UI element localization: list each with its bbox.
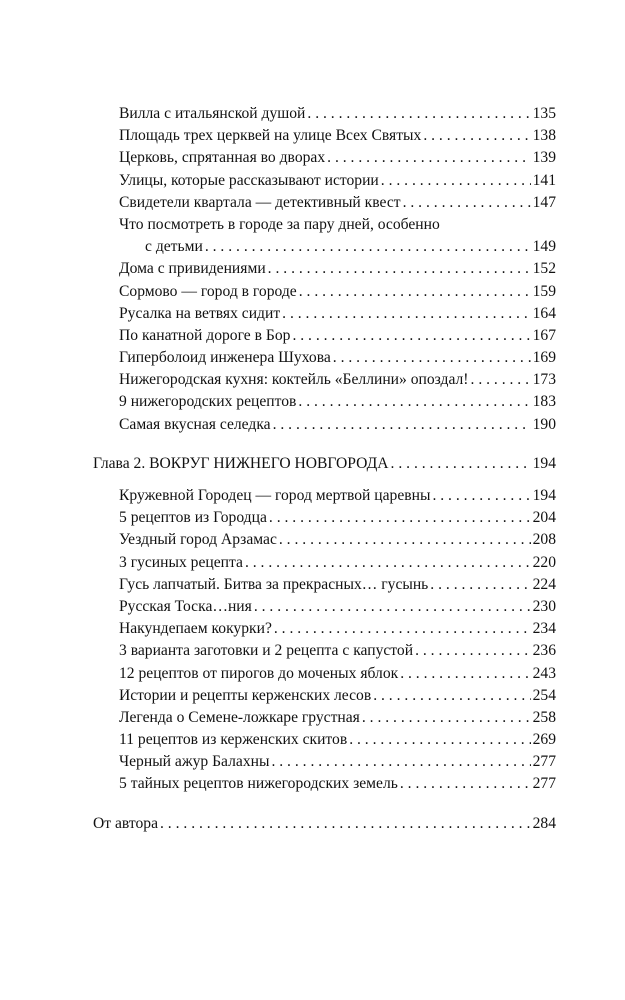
dot-leader <box>299 281 531 303</box>
dot-leader <box>415 640 531 662</box>
toc-chapter-heading <box>93 453 556 475</box>
toc-entry-page: 173 <box>532 371 556 389</box>
toc-chapter-heading <box>93 813 556 835</box>
dot-leader <box>432 485 530 507</box>
toc-entry-page: 138 <box>532 127 556 145</box>
dot-leader <box>274 618 531 640</box>
dot-leader <box>423 125 530 147</box>
toc-entry-page: 190 <box>532 415 556 433</box>
toc-entry <box>119 281 556 303</box>
toc-entry-title: Сормово — город в городе <box>119 282 297 300</box>
toc-entry-page: 243 <box>532 664 556 682</box>
toc-entry-page: 208 <box>532 531 556 549</box>
toc-entry-title: 12 рецептов от пирогов до моченых яблок <box>119 664 399 682</box>
toc-entry <box>119 574 556 596</box>
dot-leader <box>160 813 531 835</box>
dot-leader <box>400 663 530 685</box>
toc-chapter-title: Глава 2. ВОКРУГ НИЖНЕГО НОВГОРОДА <box>93 454 389 472</box>
toc-entry-page: 147 <box>532 193 556 211</box>
toc-entry-title: Гусь лапчатый. Битва за прекрасных… гусынь <box>119 575 429 593</box>
toc-chapter-title: От автора <box>93 814 158 832</box>
toc-entry <box>119 369 556 391</box>
toc-entry-title: Черный ажур Балахны <box>119 753 270 771</box>
dot-leader <box>273 414 531 436</box>
dot-leader <box>333 347 531 369</box>
dot-leader <box>254 596 531 618</box>
toc-entry-page: 135 <box>532 105 556 122</box>
toc-entry <box>119 391 556 413</box>
toc-entry-title: Накундепаем кокурки? <box>119 620 272 638</box>
toc-entry-first-line <box>119 214 556 236</box>
dot-leader <box>362 707 531 729</box>
toc-entry-page: 183 <box>532 393 556 411</box>
dot-leader <box>349 729 530 751</box>
toc-entry <box>119 125 556 147</box>
toc-entry <box>119 147 556 169</box>
dot-leader <box>282 303 530 325</box>
toc-entry-page: 139 <box>532 149 556 167</box>
toc-entry-title: Что посмотреть в городе за пару дней, особенно <box>119 215 440 233</box>
toc-entry <box>119 507 556 529</box>
toc-entry-page: 269 <box>532 731 556 749</box>
toc-entry-title: Русалка на ветвях сидит <box>119 304 281 322</box>
toc-entry-title: 9 нижегородских рецептов <box>119 393 297 411</box>
toc-entry-title: 3 варианта заготовки и 2 рецепта с капустой <box>119 642 414 660</box>
dot-leader <box>279 529 531 551</box>
toc-entry <box>119 707 556 729</box>
toc-entry-page: 169 <box>532 349 556 367</box>
toc-entry-title: Кружевной Городец — город мертвой царевны <box>119 487 431 504</box>
toc-entry <box>119 170 556 192</box>
toc-entry <box>119 103 556 125</box>
toc-entry-title: Площадь трех церквей на улице Всех Святых <box>119 127 422 145</box>
toc-entry <box>119 414 556 436</box>
toc-entry <box>119 596 556 618</box>
toc-entry <box>119 729 556 751</box>
toc-entry <box>119 618 556 640</box>
toc-entry-page: 167 <box>532 326 556 344</box>
toc-entry-title: Церковь, спрятанная во дворах <box>119 149 326 167</box>
toc-entry-page: 204 <box>532 509 556 527</box>
toc-entry-continuation <box>145 236 556 258</box>
toc-entry-page: 220 <box>532 553 556 571</box>
toc-entry-title: Улицы, которые рассказывают истории <box>119 171 379 189</box>
toc-entry-page: 159 <box>532 282 556 300</box>
toc-entry <box>119 192 556 214</box>
toc-entry-title: Вилла с итальянской душой <box>119 105 306 122</box>
toc-entry-page: 277 <box>532 775 556 793</box>
toc-entry-page: 149 <box>532 238 556 256</box>
toc-entry-title: 3 гусиных рецепта <box>119 553 243 571</box>
toc-entry-title: Дома с привидениями <box>119 260 266 278</box>
toc-entry-page: 254 <box>532 686 556 704</box>
toc-entry <box>119 552 556 574</box>
toc-entry-page: 164 <box>532 304 556 322</box>
toc-entry-title: Нижегородская кухня: коктейль «Беллини» опоздал! <box>119 371 469 389</box>
toc-entry-title: Самая вкусная селедка <box>119 415 271 433</box>
toc-entry-title: с детьми <box>145 238 203 256</box>
toc-entry <box>119 303 556 325</box>
dot-leader <box>245 552 531 574</box>
dot-leader <box>381 170 531 192</box>
dot-leader <box>205 236 531 258</box>
section-gap <box>0 796 625 813</box>
toc-entry-page: 194 <box>532 487 556 504</box>
toc-entry-page: 258 <box>532 708 556 726</box>
toc-entry <box>119 325 556 347</box>
dot-leader <box>373 685 530 707</box>
toc-entry-page: 230 <box>532 597 556 615</box>
toc-entry-title: Легенда о Семене-ложкаре грустная <box>119 708 360 726</box>
toc-entry <box>119 663 556 685</box>
toc-entry-title: Гиперболоид инженера Шухова <box>119 349 331 367</box>
dot-leader <box>403 192 531 214</box>
toc-entry-title: Русская Тоска…ния <box>119 597 252 615</box>
toc-entry-title: 5 рецептов из Городца <box>119 509 267 527</box>
toc-entry <box>119 685 556 707</box>
dot-leader <box>430 574 530 596</box>
toc-entry-page: 152 <box>532 260 556 278</box>
toc-entry <box>119 347 556 369</box>
toc-entry-title: Свидетели квартала — детективный квест <box>119 193 401 211</box>
toc-entry-page: 141 <box>532 171 556 189</box>
toc-chapter-page: 194 <box>532 454 556 472</box>
toc-entry-title: Уездный город Арзамас <box>119 531 277 549</box>
toc-entry-page: 277 <box>532 753 556 771</box>
dot-leader <box>471 369 531 391</box>
section-gap <box>0 436 625 453</box>
toc-entry-page: 224 <box>532 575 556 593</box>
toc-entry <box>119 529 556 551</box>
dot-leader <box>400 773 531 795</box>
dot-leader <box>391 453 531 475</box>
toc-entry-title: 11 рецептов из керженских скитов <box>119 731 348 749</box>
dot-leader <box>327 147 530 169</box>
table-of-contents <box>0 103 625 835</box>
toc-entry-page: 234 <box>532 620 556 638</box>
toc-chapter-page: 284 <box>532 814 556 832</box>
toc-entry <box>119 485 556 507</box>
dot-leader <box>269 507 531 529</box>
section-gap <box>0 475 625 485</box>
toc-entry-title: По канатной дороге в Бор <box>119 326 291 344</box>
toc-entry-page: 236 <box>532 642 556 660</box>
toc-entry <box>119 773 556 795</box>
toc-entry <box>119 258 556 280</box>
toc-entry <box>119 751 556 773</box>
dot-leader <box>307 103 530 125</box>
toc-entry-title: 5 тайных рецептов нижегородских земель <box>119 775 398 793</box>
toc-entry-title: Истории и рецепты керженских лесов <box>119 686 372 704</box>
toc-entry <box>119 640 556 662</box>
dot-leader <box>298 391 530 413</box>
dot-leader <box>271 751 530 773</box>
dot-leader <box>268 258 531 280</box>
dot-leader <box>292 325 530 347</box>
